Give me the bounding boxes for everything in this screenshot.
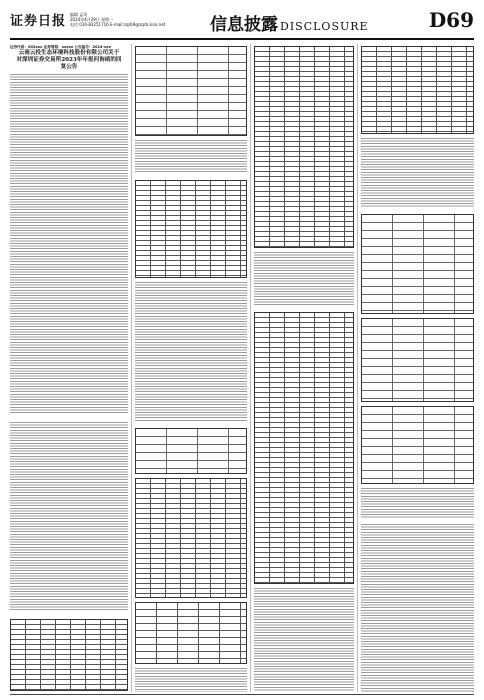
column-4 — [361, 44, 474, 692]
article-body-text — [361, 138, 474, 208]
page-number: D69 — [428, 8, 474, 32]
data-table — [135, 478, 247, 598]
data-table — [254, 312, 354, 584]
data-table — [361, 406, 474, 484]
article-body-text — [361, 524, 474, 692]
data-table — [361, 214, 474, 314]
data-table — [10, 619, 128, 691]
contact-line: 电话 010-83251716 E-mail:zqrb9@zqrb.sina.net — [70, 22, 166, 27]
data-table — [361, 46, 474, 134]
article-body-text — [135, 282, 247, 422]
article-headline: 云南云投生态环境科技股份有限公司关于对深圳证券交易所2023年年报问询函的回复公告 — [16, 50, 122, 70]
footer-rule — [10, 694, 474, 695]
data-table — [135, 46, 247, 136]
data-table — [135, 180, 247, 278]
data-table — [361, 318, 474, 402]
column-3 — [254, 44, 354, 692]
section-title-en: DISCLOSURE — [280, 20, 369, 33]
data-table — [135, 428, 247, 474]
editor-line: 编辑 孟珂 — [70, 12, 88, 17]
column-divider — [250, 44, 251, 692]
column-2 — [135, 44, 247, 692]
section-title — [210, 10, 369, 35]
column-1 — [10, 44, 128, 692]
article-body-text — [361, 488, 474, 518]
newspaper-logo: 证券日报 — [10, 14, 67, 29]
data-table — [135, 602, 247, 664]
article-body-text — [135, 140, 247, 174]
column-divider — [131, 44, 132, 692]
masthead-meta — [70, 12, 165, 27]
column-divider — [357, 44, 358, 692]
data-table — [254, 46, 354, 248]
article-body-text — [135, 668, 247, 692]
article-body-text-2 — [10, 422, 128, 612]
masthead — [10, 8, 474, 40]
date-line: 2024年4月29日 星期一 — [70, 17, 114, 22]
stock-code-line: 证券代码：002xxx 证券简称：xxxxx 公告编号：2024-xxx — [10, 45, 111, 49]
article-body-text — [254, 252, 354, 306]
section-title-cn: 信息披露 — [210, 15, 278, 35]
article-body-text — [254, 588, 354, 692]
article-body-text — [10, 74, 128, 414]
